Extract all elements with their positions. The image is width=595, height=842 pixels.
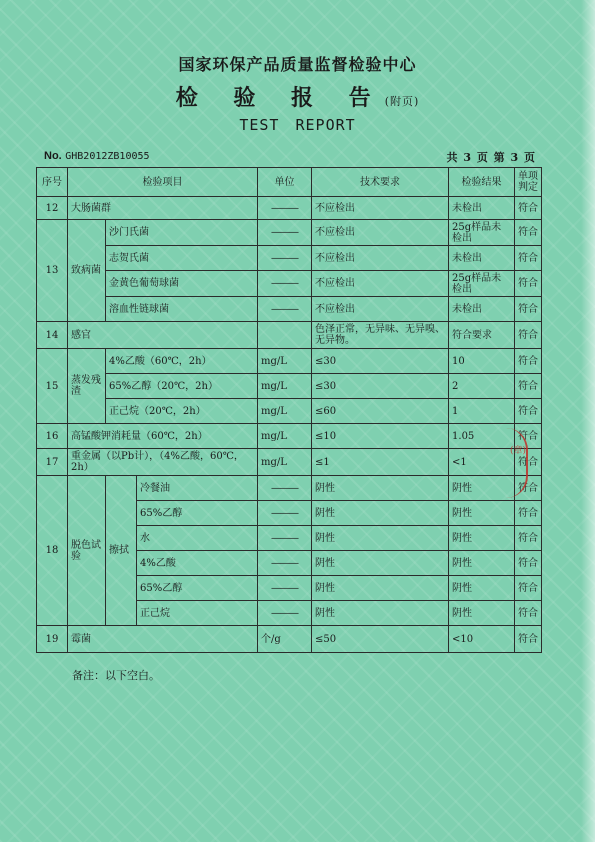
sub-unit: ———	[258, 501, 312, 526]
table-row	[37, 374, 542, 399]
sub-result: 阴性	[449, 576, 515, 601]
row-item: 感官	[68, 322, 258, 349]
row-method: 擦拭	[106, 476, 137, 626]
row-unit: ———	[258, 197, 312, 220]
row-item: 大肠菌群	[68, 197, 258, 220]
row-no: 17	[37, 449, 68, 476]
header-unit: 单位	[258, 168, 312, 197]
sub-verdict: 符合	[515, 476, 542, 501]
results-table	[36, 167, 542, 653]
row-verdict: 符合	[515, 449, 542, 476]
sub-requirement: 不应检出	[312, 271, 449, 297]
row-item: 高锰酸钾消耗量（60℃，2h）	[68, 424, 258, 449]
report-title-text: 检 验 报 告	[175, 85, 385, 111]
table-row	[37, 626, 542, 653]
sub-result: 10	[449, 349, 515, 374]
row-no: 18	[37, 476, 68, 626]
row-unit: mg/L	[258, 424, 312, 449]
table-row	[37, 399, 542, 424]
sub-requirement: 阴性	[312, 526, 449, 551]
sub-item: 65%乙醇（20℃，2h）	[106, 374, 258, 399]
sub-unit: ———	[258, 246, 312, 271]
sub-requirement: ≤60	[312, 399, 449, 424]
row-result: 未检出	[449, 197, 515, 220]
sub-result: 阴性	[449, 551, 515, 576]
table-row	[37, 449, 542, 476]
sub-result: 阴性	[449, 601, 515, 626]
sub-item: 65%乙醇	[137, 501, 258, 526]
sub-verdict: 符合	[515, 349, 542, 374]
table-row	[37, 297, 542, 322]
seal-stamp	[506, 428, 528, 498]
sub-verdict: 符合	[515, 399, 542, 424]
row-requirement: 不应检出	[312, 197, 449, 220]
row-no: 19	[37, 626, 68, 653]
header-requirement: 技术要求	[312, 168, 449, 197]
seal-stamp-text: (章)	[510, 446, 527, 456]
report-number-label: No.	[44, 150, 62, 162]
remark-note: 备注：以下空白。	[72, 669, 160, 682]
sub-item: 溶血性链球菌	[106, 297, 258, 322]
row-unit: mg/L	[258, 449, 312, 476]
sub-result: 2	[449, 374, 515, 399]
row-result: <1	[449, 449, 515, 476]
sub-unit: mg/L	[258, 349, 312, 374]
report-number	[44, 149, 150, 162]
report-title	[0, 81, 595, 112]
sub-unit: ———	[258, 601, 312, 626]
table-row	[37, 476, 542, 501]
header-result: 检验结果	[449, 168, 515, 197]
sub-item: 水	[137, 526, 258, 551]
sub-requirement: 不应检出	[312, 220, 449, 246]
row-group: 蒸发残渣	[68, 349, 106, 424]
row-result: <10	[449, 626, 515, 653]
sub-verdict: 符合	[515, 551, 542, 576]
sub-result: 25g样品未检出	[449, 220, 515, 246]
page-info: 共 3 页 第 3 页	[446, 151, 536, 164]
table-row	[37, 197, 542, 220]
sub-requirement: 阴性	[312, 576, 449, 601]
sub-verdict: 符合	[515, 501, 542, 526]
row-verdict: 符合	[515, 626, 542, 653]
sub-unit: ———	[258, 220, 312, 246]
row-result: 1.05	[449, 424, 515, 449]
table-header-row	[37, 168, 542, 197]
sub-verdict: 符合	[515, 576, 542, 601]
org-title: 国家环保产品质量监督检验中心	[178, 55, 417, 74]
sub-requirement: 阴性	[312, 551, 449, 576]
sub-result: 未检出	[449, 297, 515, 322]
sub-requirement: ≤30	[312, 349, 449, 374]
row-result: 符合要求	[449, 322, 515, 349]
sub-verdict: 符合	[515, 271, 542, 297]
row-requirement: ≤10	[312, 424, 449, 449]
sub-unit: ———	[258, 271, 312, 297]
row-requirement: 色泽正常，无异味、无异嗅、无异物。	[312, 322, 449, 349]
row-no: 15	[37, 349, 68, 424]
table-row	[37, 246, 542, 271]
sub-result: 阴性	[449, 476, 515, 501]
row-group: 脱色试验	[68, 476, 106, 626]
row-no: 14	[37, 322, 68, 349]
sub-requirement: 阴性	[312, 476, 449, 501]
meta-row	[44, 149, 536, 163]
sub-unit: ———	[258, 576, 312, 601]
sub-result: 阴性	[449, 501, 515, 526]
report-number-value: GHB2012ZB10055	[65, 151, 150, 162]
sub-requirement: 阴性	[312, 501, 449, 526]
sub-unit: mg/L	[258, 399, 312, 424]
sub-result: 25g样品未检出	[449, 271, 515, 297]
sub-verdict: 符合	[515, 220, 542, 246]
header-no: 序号	[37, 168, 68, 197]
row-requirement: ≤1	[312, 449, 449, 476]
sub-requirement: ≤30	[312, 374, 449, 399]
sub-requirement: 阴性	[312, 601, 449, 626]
sub-requirement: 不应检出	[312, 297, 449, 322]
sub-item: 4%乙酸（60℃，2h）	[106, 349, 258, 374]
row-group: 致病菌	[68, 220, 106, 322]
row-unit	[258, 322, 312, 349]
table-row	[37, 322, 542, 349]
report-header	[0, 52, 595, 134]
sub-unit: ———	[258, 551, 312, 576]
table-row	[37, 220, 542, 246]
sub-verdict: 符合	[515, 374, 542, 399]
sub-unit: mg/L	[258, 374, 312, 399]
sub-result: 阴性	[449, 526, 515, 551]
sub-result: 1	[449, 399, 515, 424]
sub-item: 沙门氏菌	[106, 220, 258, 246]
row-requirement: ≤50	[312, 626, 449, 653]
sub-item: 65%乙醇	[137, 576, 258, 601]
table-row	[37, 424, 542, 449]
sub-requirement: 不应检出	[312, 246, 449, 271]
header-item: 检验项目	[68, 168, 258, 197]
row-no: 12	[37, 197, 68, 220]
row-no: 13	[37, 220, 68, 322]
header-verdict: 单项判定	[515, 168, 542, 197]
sub-verdict: 符合	[515, 601, 542, 626]
sub-result: 未检出	[449, 246, 515, 271]
sub-verdict: 符合	[515, 246, 542, 271]
row-unit: 个/g	[258, 626, 312, 653]
row-item: 霉菌	[68, 626, 258, 653]
sub-item: 正己烷（20℃，2h）	[106, 399, 258, 424]
row-no: 16	[37, 424, 68, 449]
sub-unit: ———	[258, 297, 312, 322]
row-verdict: 符合	[515, 197, 542, 220]
sub-unit: ———	[258, 476, 312, 501]
sub-item: 正己烷	[137, 601, 258, 626]
report-title-en: TEST REPORT	[239, 116, 356, 134]
sub-item: 金黄色葡萄球菌	[106, 271, 258, 297]
sub-unit: ———	[258, 526, 312, 551]
row-verdict: 符合	[515, 424, 542, 449]
table-row	[37, 271, 542, 297]
sub-verdict: 符合	[515, 297, 542, 322]
report-title-suffix: (附页)	[384, 95, 420, 108]
sub-item: 冷餐油	[137, 476, 258, 501]
row-verdict: 符合	[515, 322, 542, 349]
sub-item: 志贺氏菌	[106, 246, 258, 271]
row-item: 重金属（以Pb计），（4%乙酸，60℃，2h）	[68, 449, 258, 476]
sub-item: 4%乙酸	[137, 551, 258, 576]
table-row	[37, 349, 542, 374]
sub-verdict: 符合	[515, 526, 542, 551]
